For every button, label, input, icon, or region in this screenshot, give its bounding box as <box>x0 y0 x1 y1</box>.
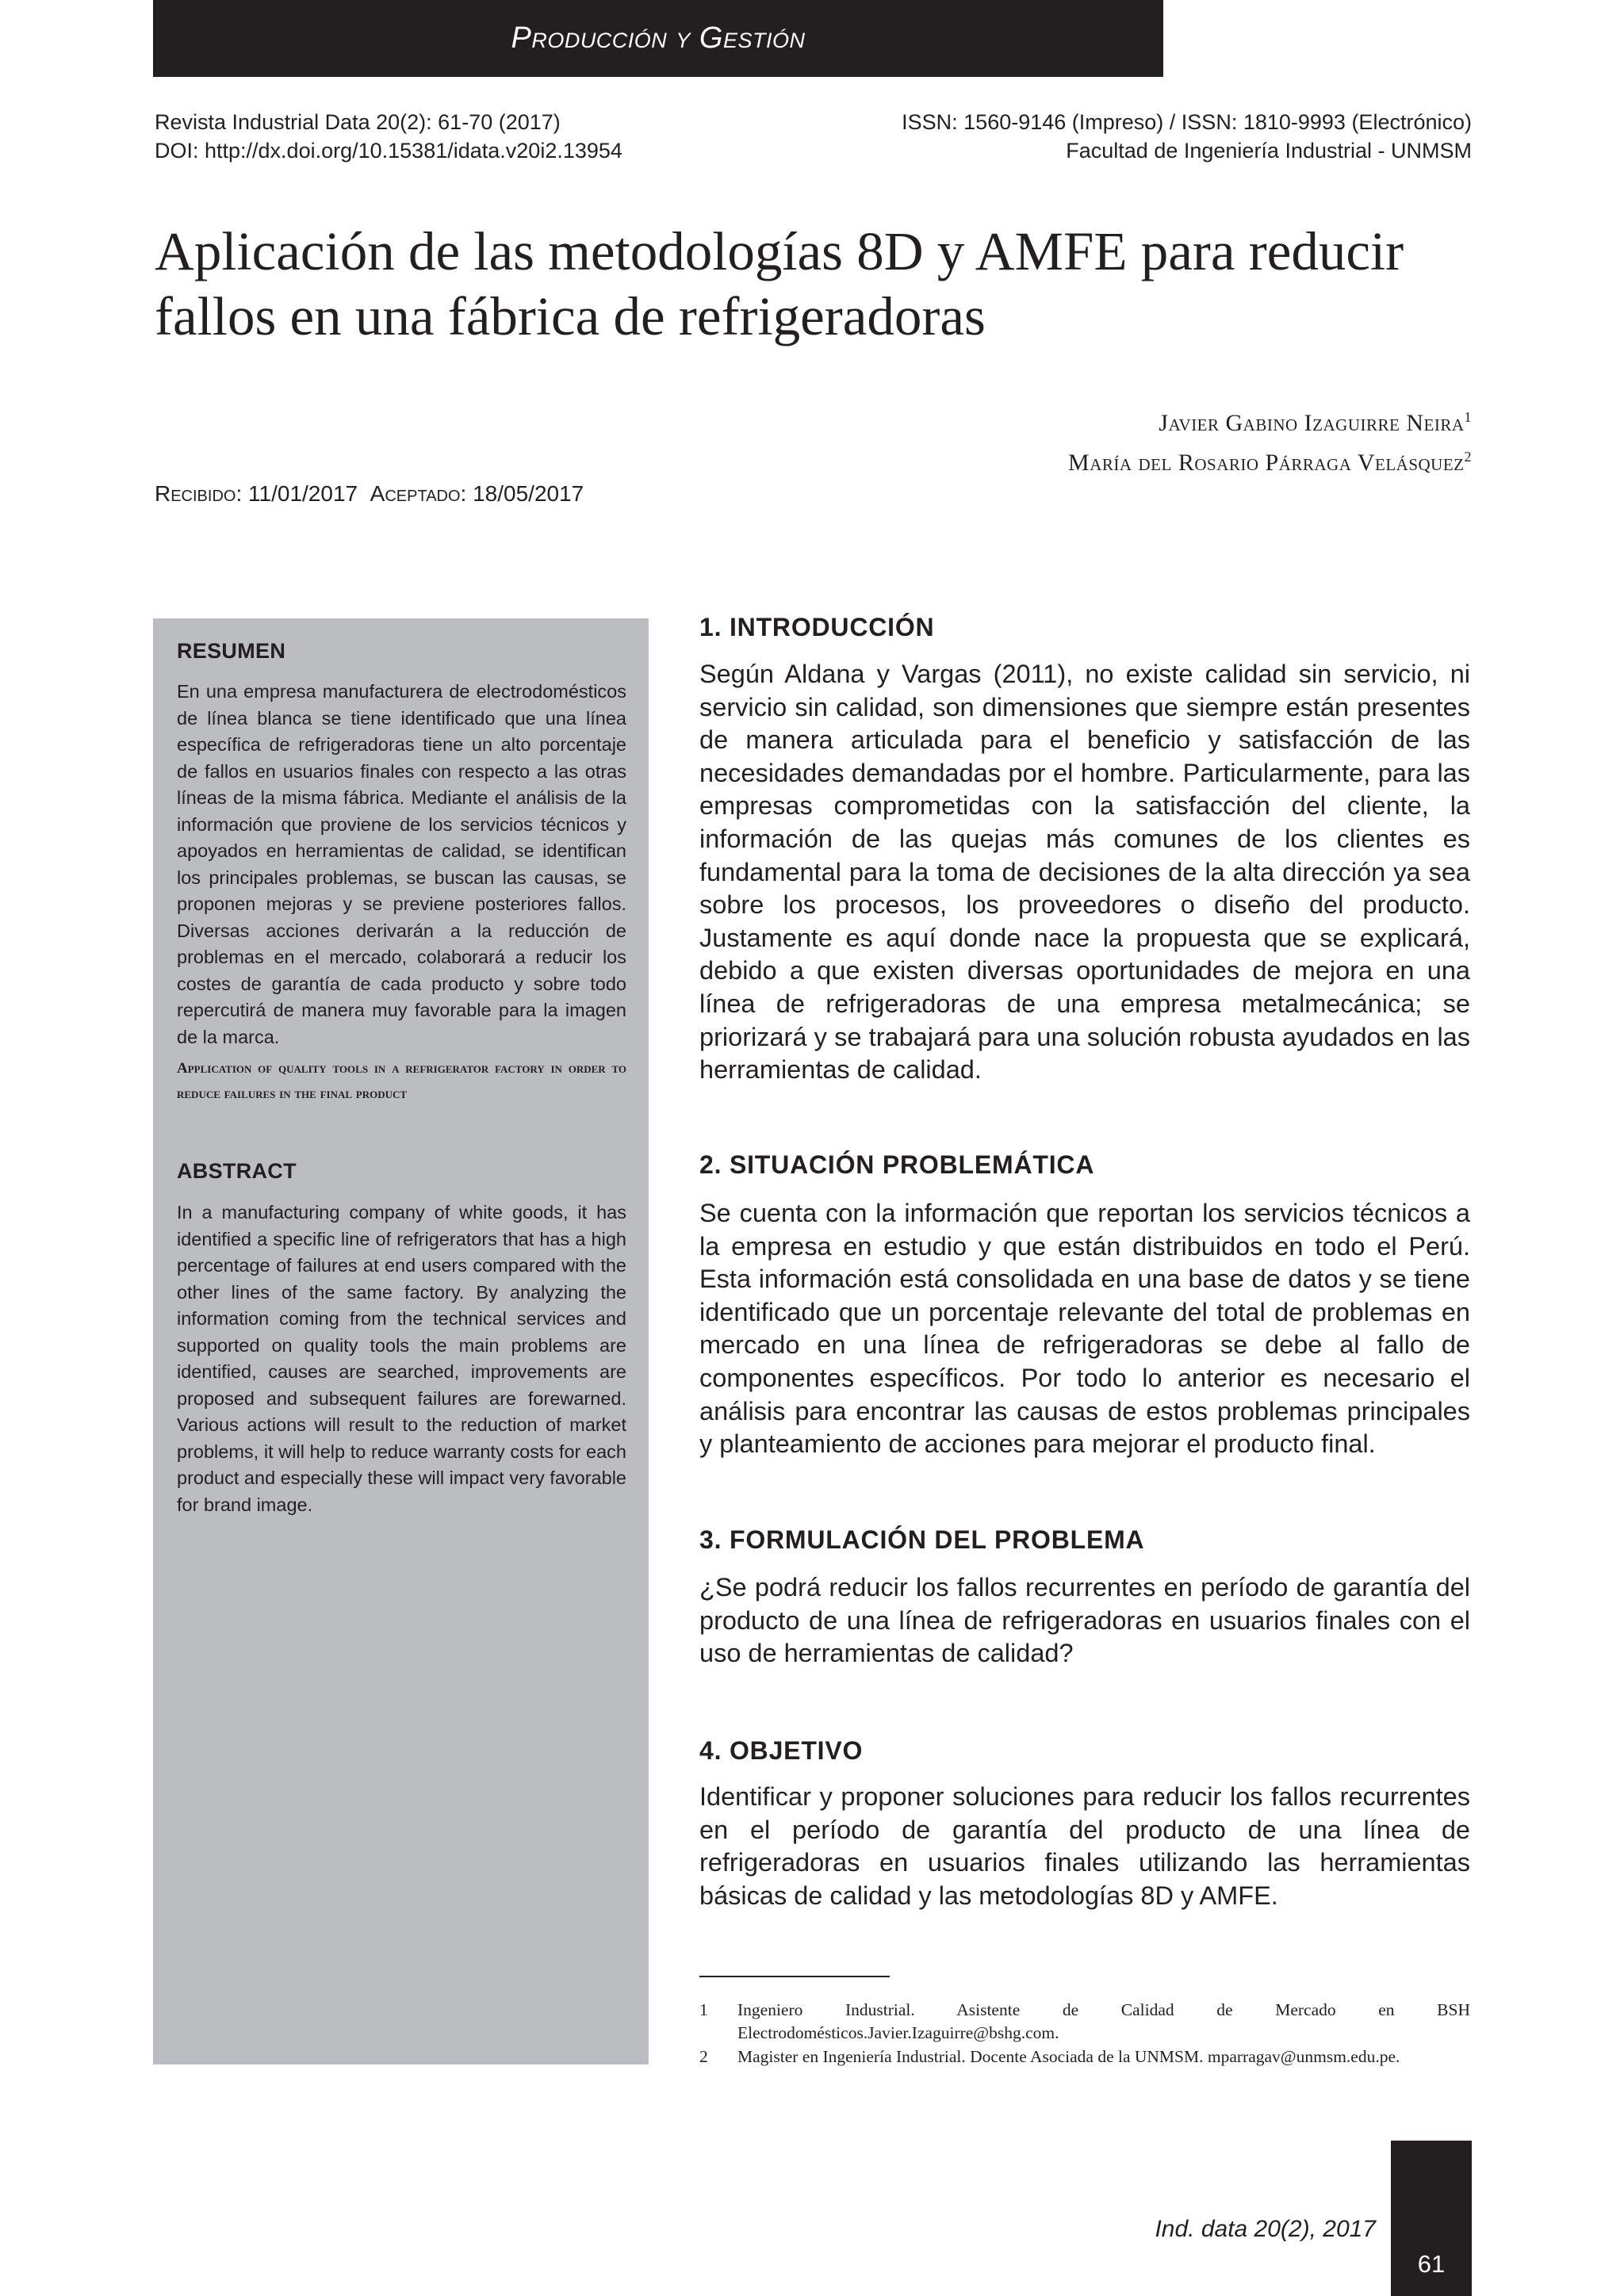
received-label: Recibido: <box>155 481 243 506</box>
section-heading-situacion: 2. SITUACIÓN PROBLEMÁTICA <box>699 1150 1095 1179</box>
footnote-rule <box>699 1976 890 1977</box>
section-band <box>153 0 1163 77</box>
section-heading-formulacion: 3. FORMULACIÓN DEL PROBLEMA <box>699 1525 1145 1554</box>
author-1-mark: 1 <box>1464 409 1472 425</box>
english-title: Application of quality tools in a refrigerator factory in order to reduce failures in the final product <box>177 1060 626 1102</box>
page-number-box <box>1391 2141 1472 2296</box>
accepted-label: Aceptado: <box>370 481 467 506</box>
paper-title <box>155 219 1503 349</box>
footer-citation: Ind. data 20(2), 2017 <box>1155 2216 1376 2242</box>
issn-text: ISSN: 1560-9146 (Impreso) / ISSN: 1810-9993 (Electrónico) <box>902 110 1472 134</box>
footnote-2-text: Magister en Ingeniería Industrial. Docente Asociada de la UNMSM. mparragav@unmsm.edu.pe. <box>737 2047 1400 2066</box>
footnote-2 <box>699 2045 1470 2068</box>
section-heading-objetivo: 4. OBJETIVO <box>699 1736 864 1765</box>
journal-info <box>155 108 622 165</box>
received-date: 11/01/2017 <box>248 481 358 506</box>
section-text-introduccion: Según Aldana y Vargas (2011), no existe calidad sin servicio, ni servicio sin calidad, son dimensiones que siempre están presentes de manera articulada para el beneficio y satisfacción de las necesidades demandadas por el hombre. Particularmente, para las empresas comprometidas con la satisfacción del cliente, la información de las quejas más comunes de los clientes es fundamental para la toma de decisiones de la alta dirección ya sea sobre los procesos, los proveedores o diseño del producto. Justamente es aquí donde nace la propuesta que se explicará, debido a que existen diversas oportunidades de mejora en una línea de refrigeradoras de una empresa metalmecánica; se priorizará y se trabajará para una solución robusta ayudados en las herramientas de calidad. <box>699 660 1470 1085</box>
issn-info <box>902 108 1472 165</box>
resumen-heading: RESUMEN <box>177 639 286 663</box>
faculty-text: Facultad de Ingeniería Industrial - UNMSM <box>1066 139 1472 163</box>
footnote-1-number: 1 <box>699 2000 708 2019</box>
footnote-2-number: 2 <box>699 2047 708 2066</box>
doi-link[interactable]: DOI: http://dx.doi.org/10.15381/idata.v20i2.13954 <box>155 139 622 163</box>
author-2-mark: 2 <box>1464 449 1472 465</box>
section-heading-introduccion: 1. INTRODUCCIÓN <box>699 613 935 641</box>
footnote-1 <box>699 1999 1470 2045</box>
abstract-text: In a manufacturing company of white goods, it has identified a specific line of refrigerators that has a high percentage of failures at end users compared with the other lines of the same factory. By analyzing the information coming from the technical services and supported on quality tools the main problems are identified, causes are searched, improvements are proposed and subsequent failures are forewarned. Various actions will result to the reduction of market problems, it will help to reduce warranty costs for each product and especially these will impact very favorable for brand image. <box>177 1202 626 1515</box>
title-line-1: Aplicación de las metodologías 8D y AMFE para reducir <box>155 221 1404 281</box>
abstract-sidebar <box>153 618 649 2064</box>
author-1 <box>1068 400 1472 440</box>
abstract-heading: ABSTRACT <box>177 1159 297 1183</box>
authors <box>1068 400 1472 480</box>
section-text-formulacion: ¿Se podrá reducir los fallos recurrentes en período de garantía del producto de una línea de refrigeradoras en usuarios finales con el uso de herramientas de calidad? <box>699 1573 1470 1668</box>
footnote-1-text: Ingeniero Industrial. Asistente de Calidad de Mercado en BSH Electrodomésticos.Javier.Izaguirre@bshg.com. <box>737 2000 1470 2042</box>
section-text-objetivo: Identificar y proponer soluciones para reducir los fallos recurrentes en el período de garantía del producto de una línea de refrigeradoras en usuarios finales utilizando las herramientas básicas de calidad y las metodologías 8D y AMFE. <box>699 1782 1470 1910</box>
author-2 <box>1068 440 1472 480</box>
author-1-name: Javier Gabino Izaguirre Neira <box>1159 410 1465 436</box>
page-number: 61 <box>1417 2249 1446 2278</box>
author-2-name: María del Rosario Párraga Velásquez <box>1068 450 1465 476</box>
journal-citation: Revista Industrial Data 20(2): 61-70 (2017) <box>155 110 561 134</box>
resumen-text: En una empresa manufacturera de electrodomésticos de línea blanca se tiene identificado que una línea específica de refrigeradoras tiene un alto porcentaje de fallos en usuarios finales con respecto a las otras líneas de la misma fábrica. Mediante el análisis de la información que proviene de los servicios técnicos y apoyados en herramientas de calidad, se identifican los principales problemas, se buscan las causas, se proponen mejoras y se previene posteriores fallos. Diversas acciones derivarán a la reducción de problemas en el mercado, colaborará a reducir los costes de garantía de cada producto y sobre todo repercutirá de manera muy favorable para la imagen de la marca. <box>177 681 626 1047</box>
accepted-date: 18/05/2017 <box>473 481 584 506</box>
section-label: Producción y Gestión <box>511 21 806 55</box>
dates <box>155 481 584 507</box>
title-line-2: fallos en una fábrica de refrigeradoras <box>155 286 986 346</box>
section-text-situacion: Se cuenta con la información que reportan los servicios técnicos a la empresa en estudio y que están distribuidos en todo el Perú. Esta información está consolidada en una base de datos y se tiene identificado que un porcentaje relevante del total de problemas en mercado en una línea de refrigeradoras se debe al fallo de componentes específicos. Por todo lo anterior es necesario el análisis para encontrar las causas de estos problemas principales y planteamiento de acciones para mejorar el producto final. <box>699 1199 1470 1459</box>
